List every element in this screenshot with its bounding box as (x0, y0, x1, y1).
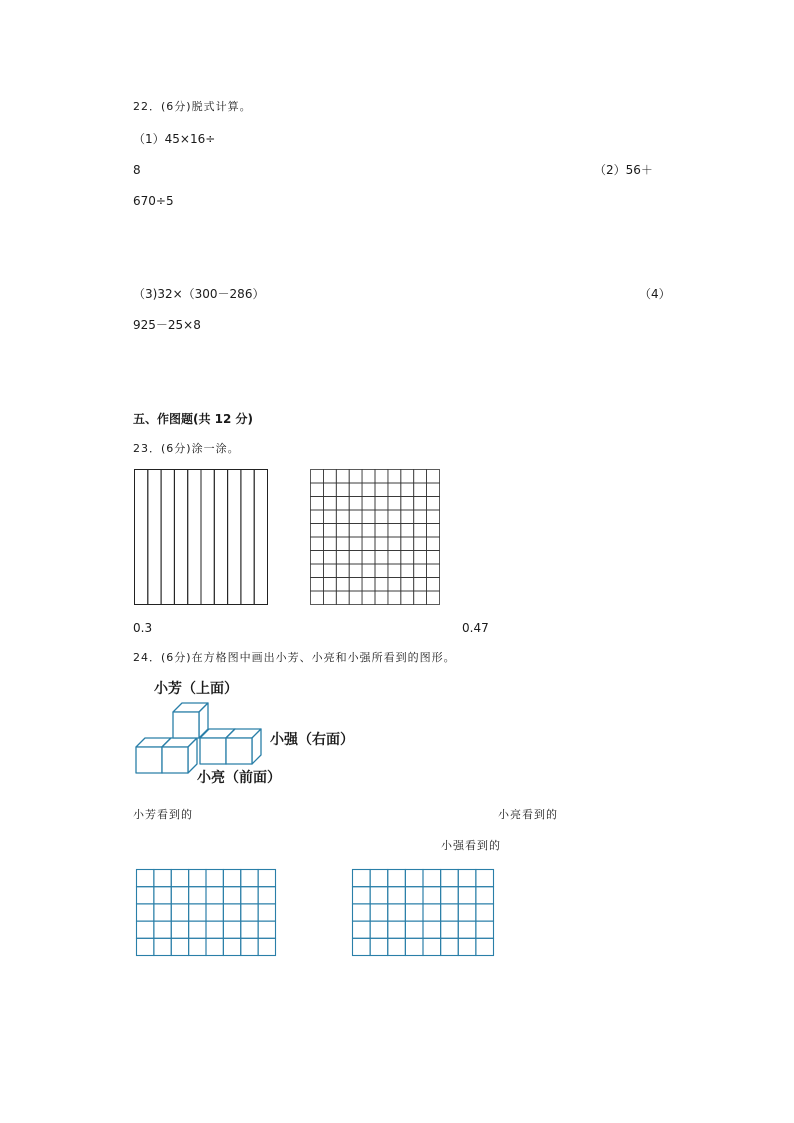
grid-cell[interactable] (427, 578, 440, 592)
cube-stack-figure (130, 700, 280, 780)
answer-cell[interactable] (353, 938, 371, 955)
answer-cell[interactable] (353, 904, 371, 921)
grid-cell[interactable] (311, 524, 324, 538)
answer-cell[interactable] (223, 887, 240, 904)
unit-cube (173, 703, 208, 738)
grid-cell[interactable] (349, 470, 362, 484)
answer-cell[interactable] (137, 904, 154, 921)
q22-part4-line2: 925－25×8 (133, 318, 201, 332)
answer-cell[interactable] (423, 870, 441, 887)
grid-cell[interactable] (388, 578, 401, 592)
answer-cell[interactable] (241, 887, 258, 904)
grid-cell[interactable] (362, 551, 375, 565)
grid-cell[interactable] (336, 551, 349, 565)
answer-cell[interactable] (458, 921, 476, 938)
hundred-grid-figure (310, 469, 440, 605)
grid-cell[interactable] (323, 524, 336, 538)
strip-column[interactable] (148, 470, 161, 605)
answer-cell[interactable] (171, 870, 188, 887)
grid-cell[interactable] (401, 483, 414, 497)
grid-cell[interactable] (401, 524, 414, 538)
answer-cell[interactable] (405, 870, 423, 887)
answer-cell[interactable] (189, 887, 206, 904)
grid-cell[interactable] (427, 510, 440, 524)
answer-cell[interactable] (476, 921, 494, 938)
grid-cell[interactable] (414, 551, 427, 565)
grid-cell[interactable] (388, 591, 401, 605)
value-label-left: 0.3 (133, 621, 153, 635)
grid-cell[interactable] (375, 578, 388, 592)
grid-cell[interactable] (427, 483, 440, 497)
grid-cell[interactable] (323, 497, 336, 511)
answer-cell[interactable] (476, 938, 494, 955)
answer-cell[interactable] (223, 938, 240, 955)
answer-cell[interactable] (370, 870, 388, 887)
answer-cell[interactable] (206, 938, 223, 955)
section-heading: 五、作图题(共 12 分) (133, 412, 254, 426)
grid-cell[interactable] (311, 564, 324, 578)
grid-cell[interactable] (388, 537, 401, 551)
answer-cell[interactable] (441, 938, 459, 955)
strip-column[interactable] (188, 470, 201, 605)
view-label-right: 小强（右面） (270, 732, 354, 748)
answer-cell[interactable] (388, 904, 406, 921)
answer-cell[interactable] (370, 887, 388, 904)
grid-cell[interactable] (388, 524, 401, 538)
grid-cell[interactable] (388, 497, 401, 511)
grid-cell[interactable] (349, 591, 362, 605)
answer-cell[interactable] (189, 921, 206, 938)
grid-cell[interactable] (375, 564, 388, 578)
grid-cell[interactable] (427, 591, 440, 605)
answer-cell[interactable] (171, 887, 188, 904)
grid-cell[interactable] (401, 510, 414, 524)
unit-cube (226, 729, 261, 764)
strip-column[interactable] (135, 470, 148, 605)
grid-cell[interactable] (349, 564, 362, 578)
answer-cell[interactable] (206, 887, 223, 904)
grid-cell[interactable] (311, 551, 324, 565)
grid-cell[interactable] (414, 564, 427, 578)
grid-cell[interactable] (401, 470, 414, 484)
grid-cell[interactable] (349, 510, 362, 524)
grid-cell[interactable] (401, 591, 414, 605)
answer-cell[interactable] (388, 938, 406, 955)
grid-cell[interactable] (414, 578, 427, 592)
answer-cell[interactable] (388, 870, 406, 887)
q22-part2-line1: （2）56＋ (594, 163, 653, 177)
strip-column[interactable] (241, 470, 254, 605)
answer-cell[interactable] (206, 921, 223, 938)
q22-part1-line1: （1）45×16÷ (133, 132, 216, 146)
caption-xiaofang: 小芳看到的 (133, 808, 193, 821)
answer-cell[interactable] (423, 921, 441, 938)
grid-cell[interactable] (362, 510, 375, 524)
answer-cell[interactable] (189, 870, 206, 887)
grid-cell[interactable] (311, 483, 324, 497)
grid-cell[interactable] (336, 537, 349, 551)
grid-cell[interactable] (336, 470, 349, 484)
answer-cell[interactable] (241, 921, 258, 938)
grid-cell[interactable] (375, 470, 388, 484)
grid-cell[interactable] (362, 483, 375, 497)
grid-cell[interactable] (323, 578, 336, 592)
grid-cell[interactable] (311, 470, 324, 484)
grid-cell[interactable] (362, 564, 375, 578)
answer-cell[interactable] (458, 870, 476, 887)
grid-cell[interactable] (401, 578, 414, 592)
grid-cell[interactable] (323, 510, 336, 524)
grid-cell[interactable] (323, 483, 336, 497)
answer-cell[interactable] (388, 887, 406, 904)
grid-cell[interactable] (375, 510, 388, 524)
answer-cell[interactable] (423, 938, 441, 955)
grid-cell[interactable] (336, 564, 349, 578)
q22-part2-line2: 670÷5 (133, 194, 174, 208)
grid-cell[interactable] (401, 497, 414, 511)
grid-cell[interactable] (427, 564, 440, 578)
view-label-front: 小亮（前面） (197, 770, 281, 786)
strip-column[interactable] (228, 470, 241, 605)
answer-cell[interactable] (476, 904, 494, 921)
grid-cell[interactable] (323, 470, 336, 484)
grid-cell[interactable] (349, 524, 362, 538)
answer-cell[interactable] (171, 938, 188, 955)
grid-cell[interactable] (336, 591, 349, 605)
answer-cell[interactable] (476, 887, 494, 904)
grid-cell[interactable] (336, 510, 349, 524)
strip-figure (134, 469, 268, 605)
q22-part4-line1: （4） (639, 287, 671, 301)
grid-cell[interactable] (362, 497, 375, 511)
answer-cell[interactable] (353, 921, 371, 938)
answer-cell[interactable] (241, 870, 258, 887)
answer-cell[interactable] (370, 904, 388, 921)
answer-cell[interactable] (137, 938, 154, 955)
grid-cell[interactable] (401, 537, 414, 551)
grid-cell[interactable] (336, 483, 349, 497)
answer-cell[interactable] (189, 938, 206, 955)
value-label-right: 0.47 (462, 621, 489, 635)
grid-cell[interactable] (323, 537, 336, 551)
answer-cell[interactable] (258, 870, 275, 887)
grid-cell[interactable] (427, 537, 440, 551)
answer-cell[interactable] (137, 921, 154, 938)
grid-cell[interactable] (349, 483, 362, 497)
grid-cell[interactable] (414, 524, 427, 538)
grid-cell[interactable] (388, 483, 401, 497)
q23-title: 23．(6分)涂一涂。 (133, 442, 240, 455)
grid-cell[interactable] (349, 497, 362, 511)
answer-cell[interactable] (458, 887, 476, 904)
strip-column[interactable] (161, 470, 174, 605)
answer-grid-right[interactable] (352, 869, 494, 957)
answer-cell[interactable] (154, 870, 171, 887)
grid-cell[interactable] (388, 470, 401, 484)
grid-cell[interactable] (323, 551, 336, 565)
grid-cell[interactable] (388, 510, 401, 524)
answer-cell[interactable] (154, 904, 171, 921)
grid-cell[interactable] (336, 497, 349, 511)
answer-cell[interactable] (388, 921, 406, 938)
answer-cell[interactable] (441, 904, 459, 921)
grid-cell[interactable] (362, 537, 375, 551)
grid-cell[interactable] (375, 551, 388, 565)
answer-cell[interactable] (258, 921, 275, 938)
grid-cell[interactable] (362, 524, 375, 538)
q24-title: 24．(6分)在方格图中画出小芳、小亮和小强所看到的图形。 (133, 651, 456, 664)
answer-grid-left[interactable] (136, 869, 276, 957)
answer-cell[interactable] (370, 938, 388, 955)
answer-cell[interactable] (423, 904, 441, 921)
grid-cell[interactable] (414, 510, 427, 524)
grid-cell[interactable] (375, 591, 388, 605)
answer-cell[interactable] (189, 904, 206, 921)
answer-cell[interactable] (458, 938, 476, 955)
grid-cell[interactable] (414, 470, 427, 484)
answer-cell[interactable] (154, 938, 171, 955)
grid-cell[interactable] (375, 483, 388, 497)
grid-cell[interactable] (414, 591, 427, 605)
answer-cell[interactable] (258, 904, 275, 921)
grid-cell[interactable] (375, 537, 388, 551)
answer-cell[interactable] (154, 887, 171, 904)
grid-cell[interactable] (401, 551, 414, 565)
answer-cell[interactable] (441, 921, 459, 938)
grid-cell[interactable] (362, 591, 375, 605)
answer-cell[interactable] (458, 904, 476, 921)
answer-cell[interactable] (206, 870, 223, 887)
grid-cell[interactable] (349, 537, 362, 551)
grid-cell[interactable] (323, 591, 336, 605)
grid-cell[interactable] (375, 497, 388, 511)
grid-cell[interactable] (427, 470, 440, 484)
answer-cell[interactable] (476, 870, 494, 887)
q22-part3: （3)32×（300－286） (133, 287, 265, 301)
grid-cell[interactable] (311, 591, 324, 605)
answer-cell[interactable] (241, 938, 258, 955)
grid-cell[interactable] (427, 497, 440, 511)
grid-cell[interactable] (311, 497, 324, 511)
answer-cell[interactable] (258, 938, 275, 955)
grid-cell[interactable] (349, 578, 362, 592)
strip-column[interactable] (254, 470, 267, 605)
answer-cell[interactable] (405, 921, 423, 938)
grid-cell[interactable] (427, 524, 440, 538)
answer-cell[interactable] (241, 904, 258, 921)
answer-cell[interactable] (171, 904, 188, 921)
grid-cell[interactable] (414, 537, 427, 551)
answer-cell[interactable] (171, 921, 188, 938)
grid-cell[interactable] (401, 564, 414, 578)
answer-cell[interactable] (405, 938, 423, 955)
answer-cell[interactable] (223, 904, 240, 921)
strip-column[interactable] (174, 470, 187, 605)
strip-column[interactable] (201, 470, 214, 605)
q22-title: 22．(6分)脱式计算。 (133, 100, 252, 113)
answer-cell[interactable] (423, 887, 441, 904)
answer-cell[interactable] (223, 870, 240, 887)
view-label-top: 小芳（上面） (154, 681, 238, 697)
grid-cell[interactable] (414, 483, 427, 497)
answer-cell[interactable] (206, 904, 223, 921)
answer-cell[interactable] (441, 887, 459, 904)
grid-cell[interactable] (336, 578, 349, 592)
strip-column[interactable] (214, 470, 227, 605)
grid-cell[interactable] (336, 524, 349, 538)
answer-cell[interactable] (441, 870, 459, 887)
answer-cell[interactable] (137, 887, 154, 904)
grid-cell[interactable] (311, 578, 324, 592)
grid-cell[interactable] (362, 578, 375, 592)
answer-cell[interactable] (223, 921, 240, 938)
grid-cell[interactable] (323, 564, 336, 578)
caption-xiaoliang: 小亮看到的 (498, 808, 558, 821)
answer-cell[interactable] (137, 870, 154, 887)
grid-cell[interactable] (362, 470, 375, 484)
grid-cell[interactable] (349, 551, 362, 565)
answer-cell[interactable] (405, 887, 423, 904)
grid-cell[interactable] (388, 564, 401, 578)
grid-cell[interactable] (427, 551, 440, 565)
answer-cell[interactable] (405, 904, 423, 921)
grid-cell[interactable] (375, 524, 388, 538)
answer-cell[interactable] (353, 870, 371, 887)
grid-cell[interactable] (311, 537, 324, 551)
answer-cell[interactable] (258, 887, 275, 904)
grid-cell[interactable] (388, 551, 401, 565)
caption-xiaoqiang: 小强看到的 (441, 839, 501, 852)
unit-cube (162, 738, 197, 773)
q22-part1-line2: 8 (133, 163, 141, 177)
answer-cell[interactable] (370, 921, 388, 938)
answer-cell[interactable] (154, 921, 171, 938)
grid-cell[interactable] (414, 497, 427, 511)
grid-cell[interactable] (311, 510, 324, 524)
answer-cell[interactable] (353, 887, 371, 904)
